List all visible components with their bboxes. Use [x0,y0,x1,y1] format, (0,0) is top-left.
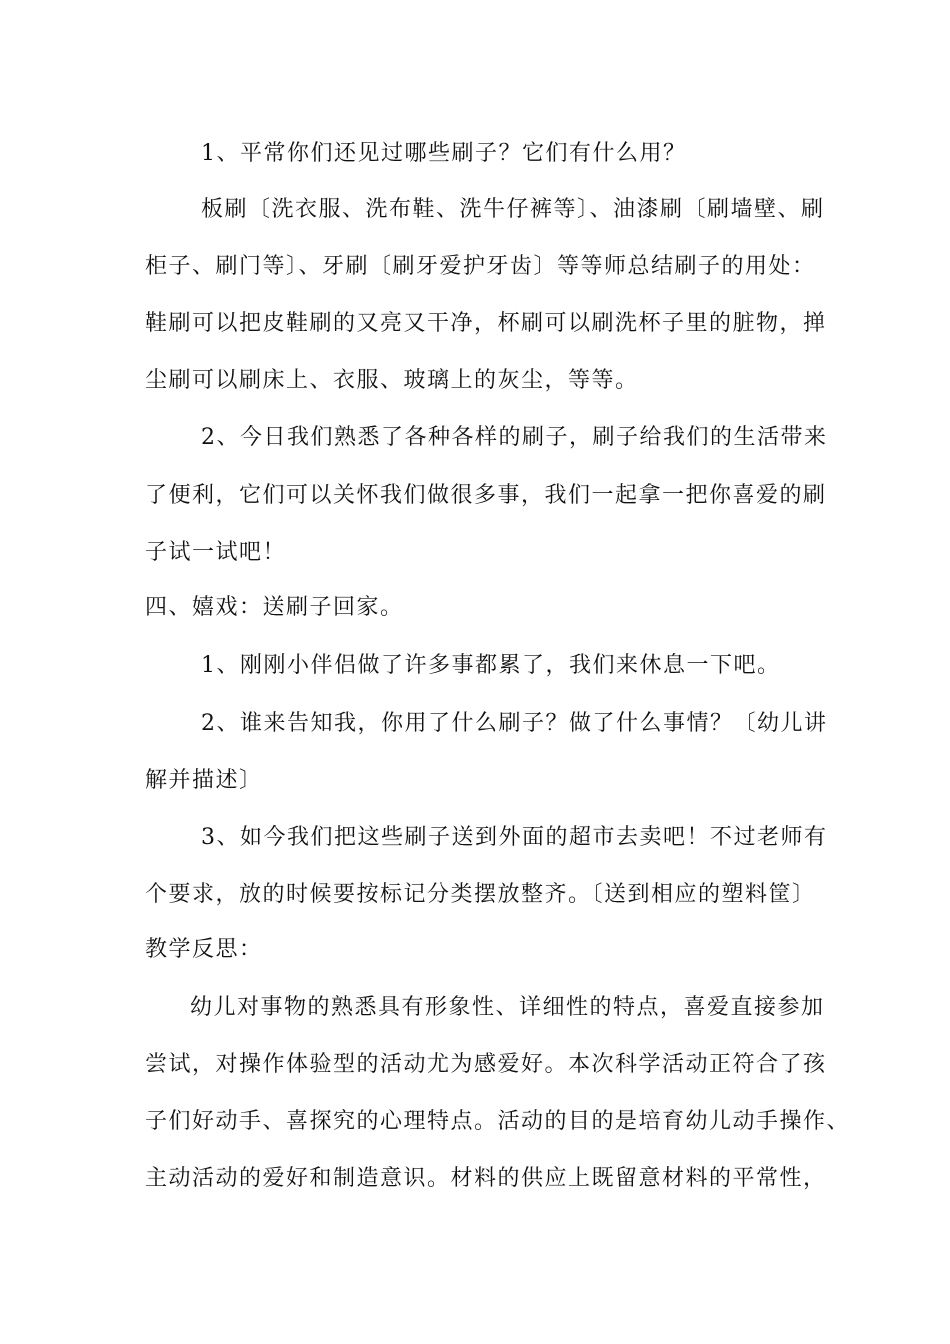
section-heading: 四、嬉戏：送刷子回家。 [145,595,404,620]
text-line: 了便利，它们可以关怀我们做很多事，我们一起拿一把你喜爱的刷 [145,483,827,508]
section-heading: 教学反思： [145,937,263,962]
text-line: 1、平常你们还见过哪些刷子？它们有什么用？ [201,141,687,166]
text-line: 2、谁来告知我，你用了什么刷子？做了什么事情？〔幼儿讲 [201,711,828,736]
text-line: 尝试，对操作体验型的活动尤为感爱好。本次科学活动正符合了孩 [145,1052,827,1077]
text-line: 鞋刷可以把皮鞋刷的又亮又干净，杯刷可以刷洗杯子里的脏物，掸 [145,311,827,336]
text-line: 尘刷可以刷床上、衣服、玻璃上的灰尘，等等。 [145,368,639,393]
text-line: 解并描述〕 [145,768,263,793]
text-line: 子们好动手、喜探究的心理特点。活动的目的是培育幼儿动手操作、 [145,1109,851,1134]
text-line: 柜子、刷门等〕、牙刷〔刷牙爱护牙齿〕等等师总结刷子的用处： [145,254,816,279]
text-line: 3、如今我们把这些刷子送到外面的超市去卖吧！不过老师有 [201,825,828,850]
text-line: 子试一试吧！ [145,540,287,565]
text-line: 1、刚刚小伴侣做了许多事都累了，我们来休息一下吧。 [201,653,781,678]
text-line: 幼儿对事物的熟悉具有形象性、详细性的特点，喜爱直接参加 [190,995,825,1020]
text-line: 2、今日我们熟悉了各种各样的刷子，刷子给我们的生活带来 [201,425,828,450]
text-line: 个要求，放的时候要按标记分类摆放整齐。〔送到相应的塑料筐〕 [145,882,816,907]
text-line: 主动活动的爱好和制造意识。材料的供应上既留意材料的平常性， [145,1166,827,1191]
text-line: 板刷〔洗衣服、洗布鞋、洗牛仔裤等〕、油漆刷〔刷墙壁、刷 [201,197,825,222]
